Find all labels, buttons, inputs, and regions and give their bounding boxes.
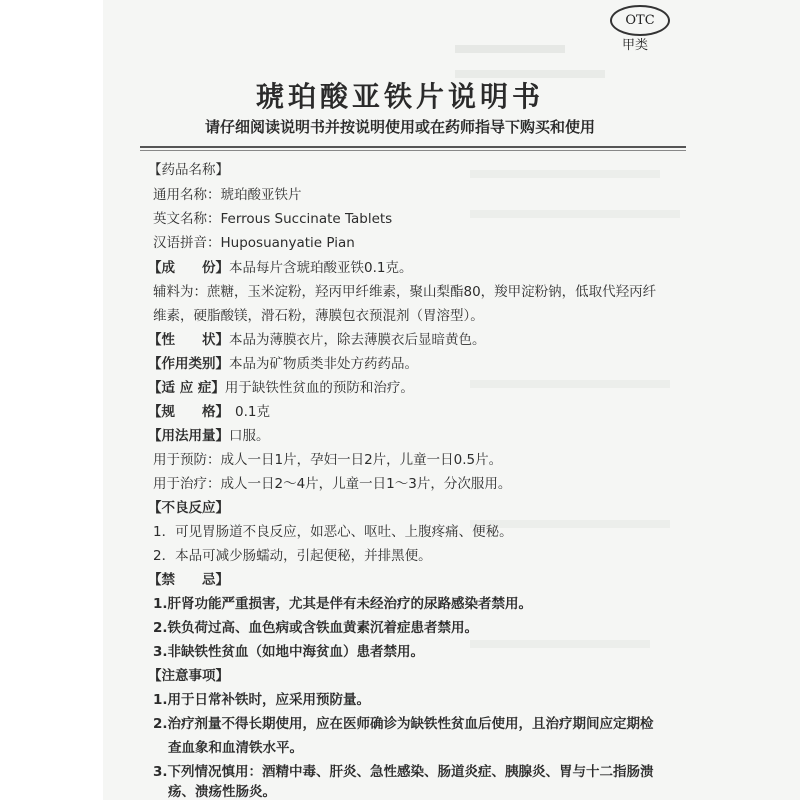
precaution-item-continued: 疡、溃疡性肠炎。	[168, 784, 276, 800]
composition-row	[148, 258, 412, 278]
category-row	[148, 354, 418, 374]
bleed-through-mark	[470, 380, 670, 388]
composition-label: 【成 份】	[148, 260, 229, 276]
otc-class-label: 甲类	[622, 38, 649, 53]
category-text: 本品为矿物质类非处方药药品。	[229, 356, 418, 372]
contraindication-item: 2.铁负荷过高、血色病或含铁血黄素沉着症患者禁用。	[153, 620, 479, 636]
bleed-through-mark	[470, 170, 660, 178]
precaution-item-continued: 查血象和血清铁水平。	[168, 740, 303, 756]
pinyin-name: 汉语拼音：Huposuanyatie Pian	[153, 235, 355, 251]
precaution-item: 3.下列情况慎用：酒精中毒、肝炎、急性感染、肠道炎症、胰腺炎、胃与十二指肠溃	[153, 764, 654, 780]
excipients-line-1: 辅料为：蔗糖，玉米淀粉，羟丙甲纤维素，聚山梨酯80，羧甲淀粉钠，低取代羟丙纤	[153, 284, 657, 300]
contraindication-item: 3.非缺铁性贫血（如地中海贫血）患者禁用。	[153, 644, 425, 660]
section-header-precautions: 【注意事项】	[148, 668, 229, 684]
section-header-drug-name: 【药品名称】	[148, 162, 229, 178]
category-label: 【作用类别】	[148, 356, 229, 372]
document-subtitle: 请仔细阅读说明书并按说明使用或在药师指导下购买和使用	[204, 118, 595, 136]
indication-label: 【适 应 症】	[148, 380, 225, 396]
spec-text: 0.1克	[235, 404, 270, 420]
dosage-label: 【用法用量】	[148, 428, 229, 444]
divider	[140, 146, 686, 148]
bleed-through-mark	[470, 640, 650, 648]
indication-text: 用于缺铁性贫血的预防和治疗。	[224, 380, 414, 396]
precaution-item: 2.治疗剂量不得长期使用，应在医师确诊为缺铁性贫血后使用，且治疗期间应定期检	[153, 716, 654, 732]
dosage-text: 口服。	[229, 428, 270, 444]
english-name: 英文名称：Ferrous Succinate Tablets	[153, 211, 393, 227]
section-header-adverse: 【不良反应】	[148, 500, 229, 516]
appearance-text: 本品为薄膜衣片，除去薄膜衣后显暗黄色。	[229, 332, 486, 348]
dosage-row	[148, 426, 270, 446]
appearance-label: 【性 状】	[148, 332, 229, 348]
adverse-item: 2．本品可减少肠蠕动，引起便秘，并排黑便。	[153, 548, 432, 564]
precaution-item: 1.用于日常补铁时，应采用预防量。	[153, 692, 371, 708]
otc-badge: OTC	[610, 5, 670, 36]
document-title: 琥珀酸亚铁片说明书	[255, 80, 544, 113]
dosage-treat: 用于治疗：成人一日2～4片，儿童一日1～3片，分次服用。	[153, 476, 512, 492]
spec-label: 【规 格】	[148, 404, 229, 420]
spec-row	[148, 402, 270, 422]
indication-row	[148, 378, 414, 398]
dosage-prevent: 用于预防：成人一日1片，孕妇一日2片，儿童一日0.5片。	[153, 452, 503, 468]
adverse-item: 1．可见胃肠道不良反应，如恶心、呕吐、上腹疼痛、便秘。	[153, 524, 513, 540]
section-header-contraindications: 【禁 忌】	[148, 572, 229, 588]
generic-name: 通用名称：琥珀酸亚铁片	[153, 187, 302, 203]
divider	[140, 150, 686, 151]
excipients-line-2: 维素，硬脂酸镁，滑石粉，薄膜包衣预混剂（胃溶型）。	[153, 308, 484, 324]
composition-text: 本品每片含琥珀酸亚铁0.1克。	[229, 260, 413, 276]
bleed-through-mark	[470, 210, 680, 218]
contraindication-item: 1.肝肾功能严重损害，尤其是伴有未经治疗的尿路感染者禁用。	[153, 596, 533, 612]
bleed-through-mark	[455, 45, 565, 53]
appearance-row	[148, 330, 486, 350]
